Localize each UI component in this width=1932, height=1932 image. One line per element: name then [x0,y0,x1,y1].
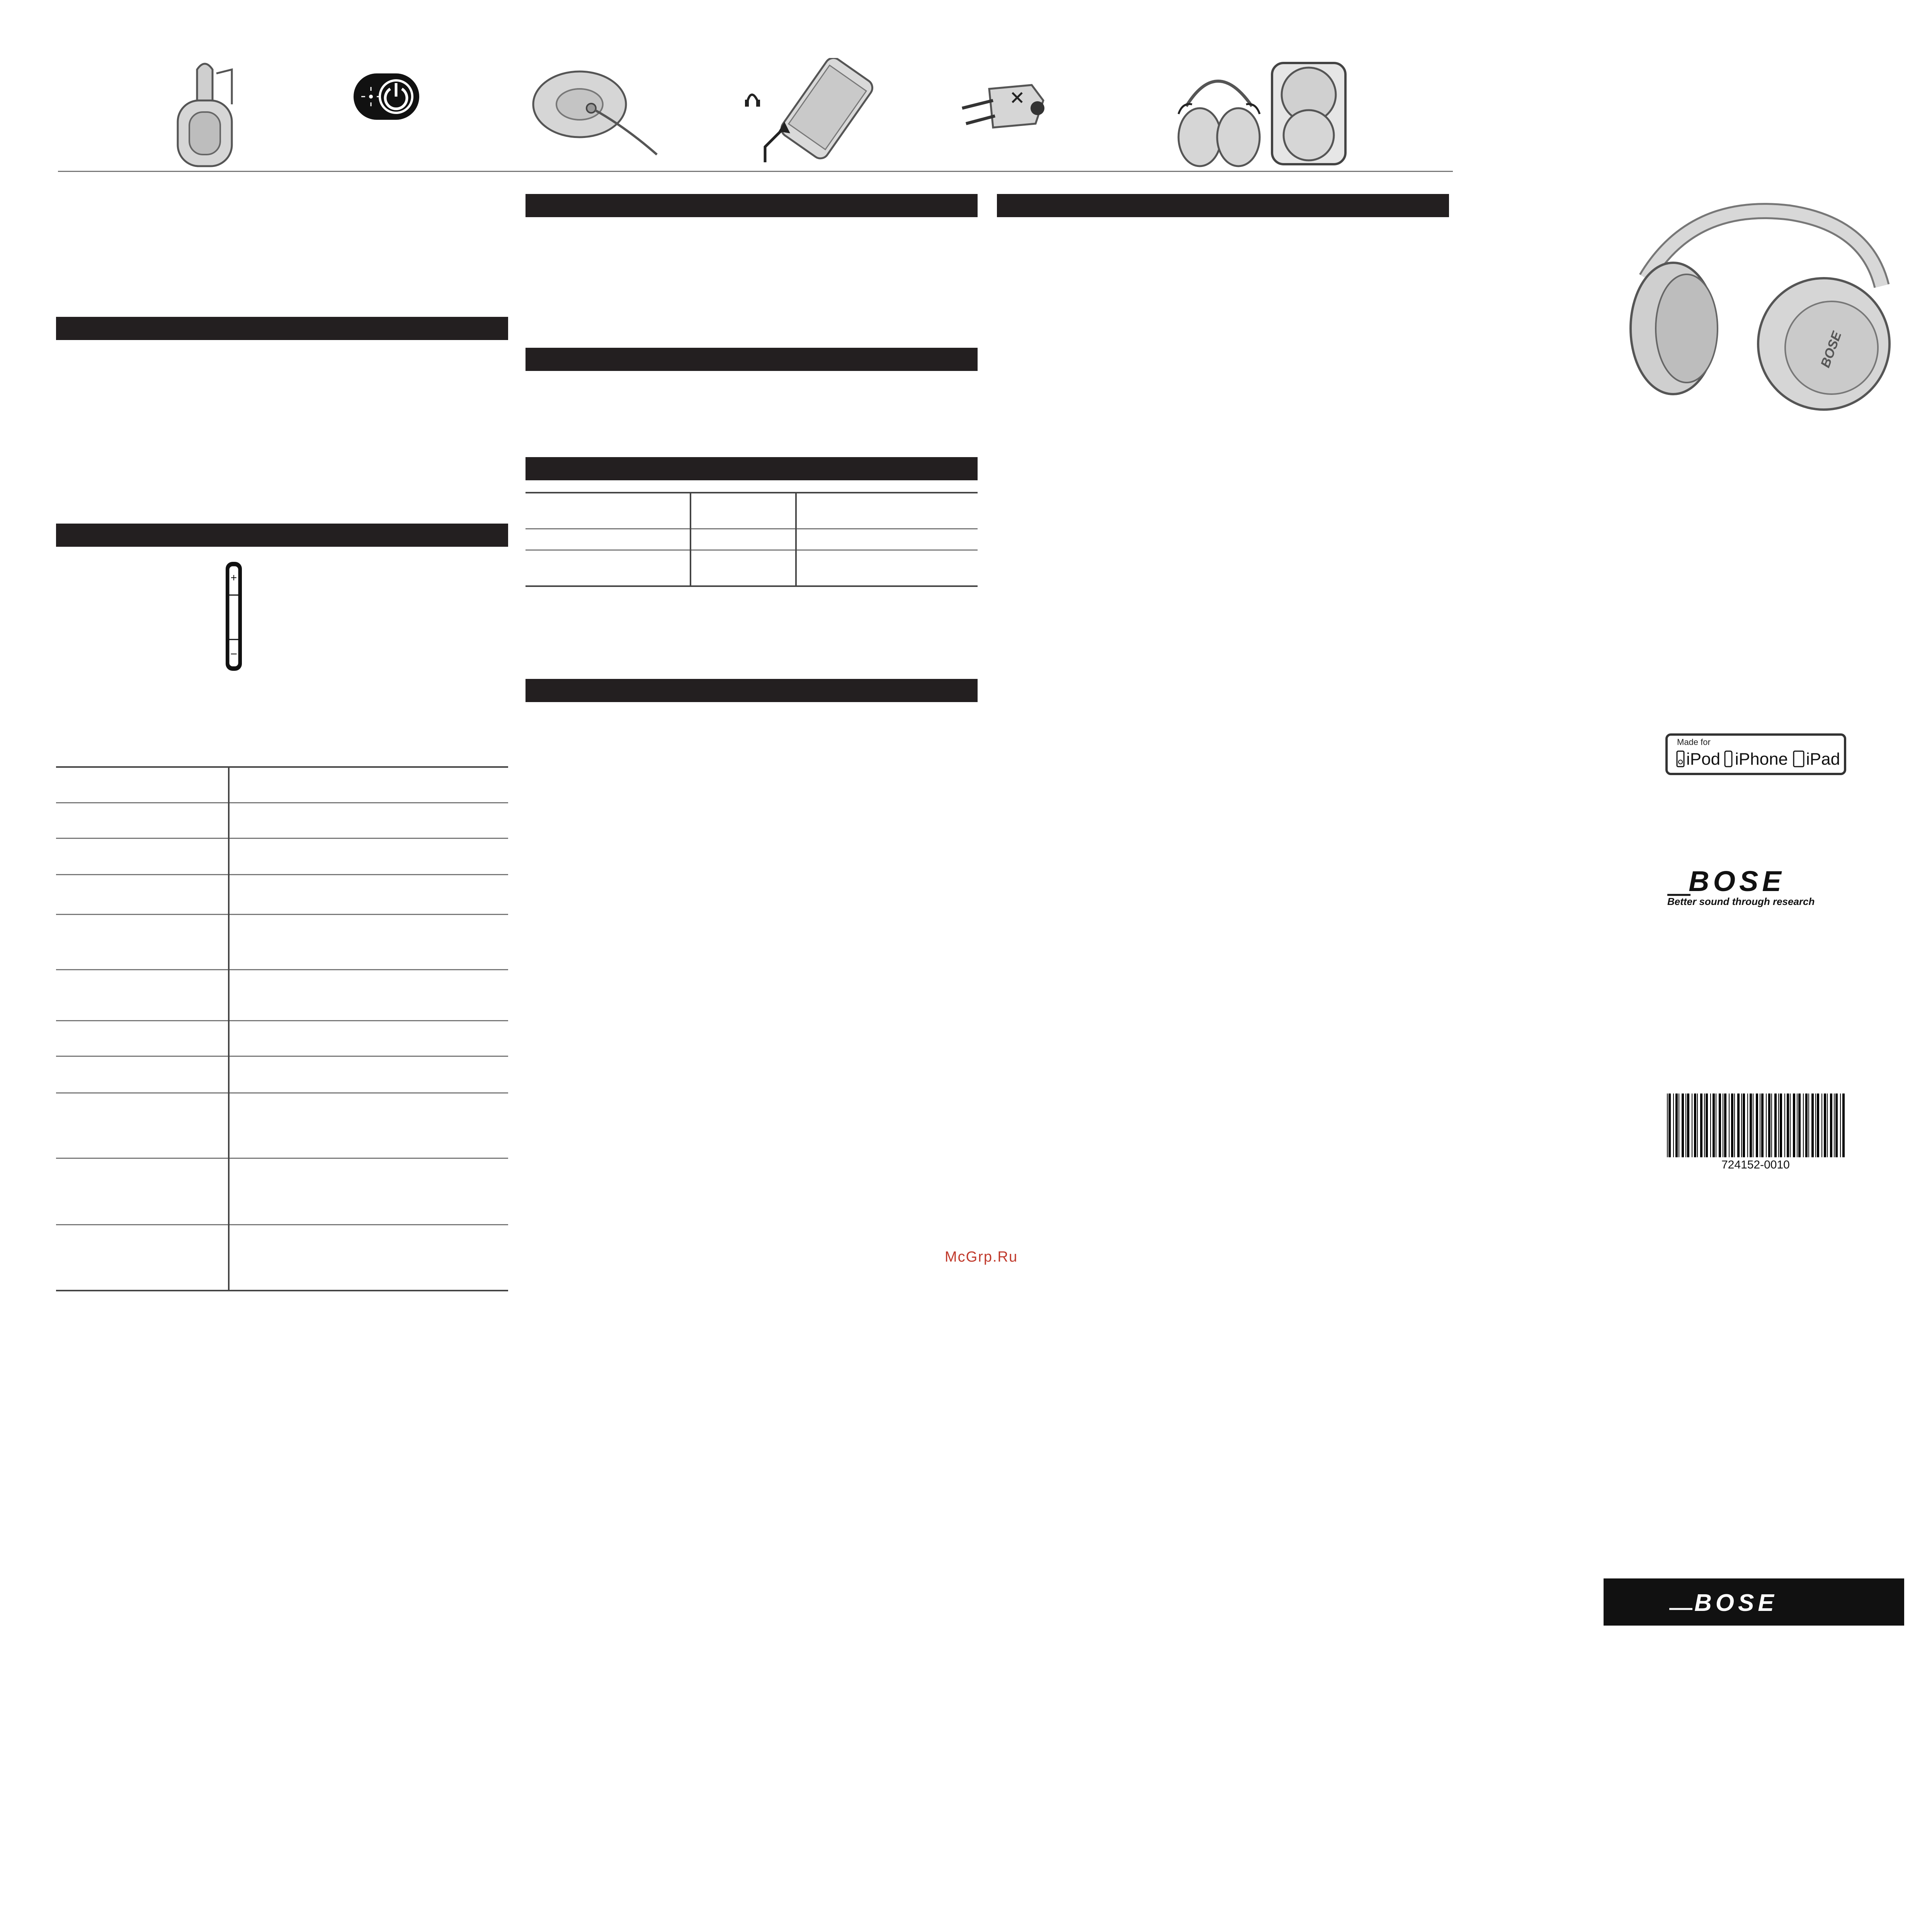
table-rule [56,802,508,803]
barcode-bar [1706,1094,1708,1157]
table-rule [526,492,978,493]
table-rule [56,1158,508,1159]
table-rule [526,549,978,551]
barcode-bar [1790,1094,1791,1157]
barcode [1665,1094,1847,1159]
svg-text:BOSE: BOSE [1818,329,1845,370]
svg-text:−: − [230,648,238,659]
section-header-bar [56,524,508,547]
table-rule [56,914,508,915]
section-header-bar [997,194,1449,217]
barcode-bar [1687,1094,1689,1157]
section-header-bar [526,457,978,480]
barcode-bar [1713,1094,1715,1157]
watermark: McGrp.Ru [945,1249,1018,1265]
barcode-bar [1834,1094,1835,1157]
barcode-bar [1668,1094,1671,1157]
section-header-bar [526,194,978,217]
barcode-bar [1797,1094,1798,1157]
barcode-bar [1731,1094,1733,1157]
barcode-bar [1787,1094,1789,1157]
barcode-bar [1694,1094,1696,1157]
barcode-bar [1761,1094,1764,1157]
barcode-bar [1710,1094,1711,1157]
table-column-divider [795,492,797,586]
barcode-bar [1793,1094,1795,1157]
barcode-bar [1685,1094,1686,1157]
power-button-icon [352,71,421,122]
barcode-bar [1840,1094,1841,1157]
table-column-divider [690,492,691,586]
barcode-bar [1842,1094,1845,1157]
table-rule [56,1020,508,1021]
svg-text:+: + [230,573,238,583]
barcode-bar [1808,1094,1809,1157]
barcode-bar [1830,1094,1832,1157]
barcode-bar [1750,1094,1752,1157]
barcode-bar [1774,1094,1777,1157]
barcode-bar [1798,1094,1801,1157]
barcode-bar [1743,1094,1745,1157]
barcode-bar [1784,1094,1785,1157]
section-header-bar [526,348,978,371]
barcode-bar [1756,1094,1758,1157]
section-header-bar [526,679,978,702]
barcode-bar [1815,1094,1816,1157]
barcode-bar [1824,1094,1826,1157]
table-rule [56,1056,508,1057]
bose-logo-text: BOSE [1689,865,1785,897]
barcode-bar [1741,1094,1742,1157]
barcode-bar [1675,1094,1678,1157]
barcode-bar [1667,1094,1668,1157]
barcode-bar [1827,1094,1828,1157]
table-rule [526,585,978,587]
table-rule [56,1290,508,1291]
mfi-iphone: iPhone [1735,750,1788,769]
ipod-icon [1676,750,1685,767]
iphone-icon [1724,750,1733,767]
barcode-bar [1780,1094,1782,1157]
barcode-bar [1734,1094,1735,1157]
bose-logo-text: BOSE [1694,1590,1778,1616]
inline-remote-illustration [224,560,243,672]
barcode-number: 724152-0010 [1721,1158,1790,1171]
barcode-bar [1766,1094,1767,1157]
barcode-bar [1719,1094,1721,1157]
table-column-divider [228,766,230,1291]
ipad-icon [1793,750,1804,767]
earcup-cable-icon [529,66,661,158]
folded-headphones-icon [155,58,255,170]
barcode-bar [1768,1094,1770,1157]
made-for-label: Made for [1677,737,1711,747]
barcode-bar [1747,1094,1748,1157]
barcode-bar [1778,1094,1779,1157]
top-divider [58,171,1453,172]
barcode-bar [1803,1094,1804,1157]
barcode-bar [1724,1094,1726,1157]
barcode-bar [1737,1094,1740,1157]
table-rule [56,838,508,839]
table-rule [56,874,508,875]
barcode-bar [1771,1094,1772,1157]
section-header-bar [56,317,508,340]
airline-adapter-icon [958,73,1059,139]
barcode-bar [1821,1094,1822,1157]
table-rule [526,528,978,529]
barcode-bar [1805,1094,1808,1157]
barcode-bar [1673,1094,1674,1157]
barcode-bar [1697,1094,1698,1157]
barcode-bar [1700,1094,1702,1157]
brand-tagline: Better sound through research [1667,896,1815,907]
table-rule [56,1224,508,1225]
table-rule [56,969,508,970]
mfi-ipod: iPod [1686,750,1721,769]
barcode-bar [1704,1094,1705,1157]
barcode-bar [1835,1094,1838,1157]
barcode-bar [1817,1094,1819,1157]
mfi-ipad: iPad [1806,750,1840,769]
table-rule [56,766,508,768]
barcode-bar [1729,1094,1730,1157]
barcode-bar [1811,1094,1814,1157]
earcup-rotate-case-icon [1171,60,1352,168]
headphones-product-icon [1615,201,1897,417]
phone-audio-jack-icon [742,58,881,170]
barcode-bar [1682,1094,1684,1157]
table-rule [56,1092,508,1094]
